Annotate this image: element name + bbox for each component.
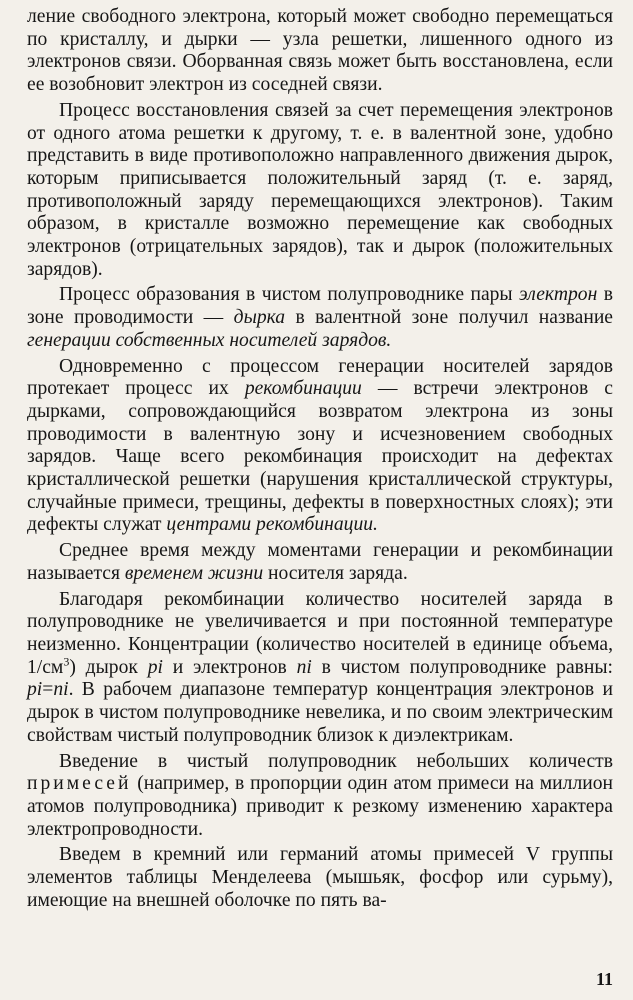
paragraph — [27, 540, 613, 585]
text-run: Одновременно с процессом генерации носителей зарядов протекает процесс их — [27, 355, 613, 400]
paragraph — [27, 6, 613, 97]
text-run: = — [42, 679, 54, 701]
paragraph — [27, 100, 613, 282]
text-run: ) дырок — [69, 656, 148, 678]
text-run: (например, в пропорции один атом примеси на миллион атомов полупроводника) приводит к резкому изменению характера электропроводности. — [27, 773, 613, 840]
text-run: электрон — [519, 284, 598, 306]
paragraph — [27, 356, 613, 538]
text-run: Введем в кремний или германий атомы примесей V группы элементов таблицы Менделеева (мышьяк, фосфор или сурьму), имеющие на внешней оболочке по пять ва- — [27, 844, 613, 911]
text-run: Процесс восстановления связей за счет перемещения электронов от одного атома решетки к другому, т. е. в валентной зоне, удобно представить в виде противоположно направленного движения дырок, которым приписывается положительный заряд (т. е. заряд, противоположный заряду перемещающихся электронов). Таким образом, в кристалле возможно перемещение как свободных электронов (отрицательных зарядов), так и дырок (положительных зарядов). — [27, 99, 613, 280]
text-run: дырка — [233, 307, 286, 329]
text-run: ление свободного электрона, который может свободно перемещаться по кристаллу, и дырки — узла решетки, лишенного одного из электронов связи. Оборванная связь может быть восстановлена, если ее возобновит электрон из соседней связи. — [27, 6, 613, 96]
text-run: 3 — [63, 654, 70, 669]
text-run: в чистом полупроводнике равны: — [311, 656, 613, 678]
text-run: p — [27, 679, 37, 701]
text-run: — встречи электронов с дырками, сопровождающийся возвратом электрона из зоны проводимости в валентную зону и исчезновением свободных зарядов. Чаще всего рекомбинация происходит на дефектах кристаллической решетки (нарушения кристаллической структуры, случайные примеси, трещины, дефекты в поверхностных слоях); эти дефекты служат — [27, 378, 613, 536]
text-run: носителя заряда. — [263, 562, 408, 584]
text-run: в зоне проводимости — — [27, 284, 614, 329]
text-run: в валентной зоне получил название — [285, 307, 613, 329]
text-run: p — [147, 656, 158, 678]
text-run: Введение в чистый полупроводник небольших количеств — [59, 750, 613, 772]
body-text — [27, 6, 613, 912]
text-run: и электронов — [162, 656, 297, 678]
text-run: Процесс образования в чистом полупроводнике пары — [59, 284, 520, 306]
paragraph — [27, 589, 613, 748]
text-run: i — [36, 679, 43, 701]
paragraph — [27, 284, 613, 352]
text-run: i — [63, 679, 69, 701]
text-run: Благодаря рекомбинации количество носителей заряда в полупроводнике не увеличивается и при постоянной температуре неизменно. Концентрации (количество носителей в единице объема, 1/см — [27, 588, 613, 678]
text-run: i — [157, 656, 163, 678]
text-run: n — [53, 679, 64, 701]
page-number: 11 — [595, 969, 613, 989]
text-run: рекомбинации — [244, 378, 362, 400]
text-run: n — [296, 656, 307, 678]
text-run: временем жизни — [124, 562, 264, 584]
text-run: i — [306, 656, 312, 678]
text-run: Среднее время между моментами генерации и рекомбинации называется — [27, 540, 613, 584]
text-run: генерации собственных носителей зарядов. — [27, 329, 392, 351]
text-run: центрами рекомбинации. — [166, 514, 378, 536]
text-run: примесей — [27, 773, 132, 795]
paragraph — [27, 751, 613, 842]
paragraph — [27, 844, 613, 912]
text-run: . В рабочем диапазоне температур концентрация электронов и дырок в чистом полупроводнике невелика, и по своим электрическим свойствам чистый полупроводник близок к диэлектрикам. — [27, 679, 613, 746]
